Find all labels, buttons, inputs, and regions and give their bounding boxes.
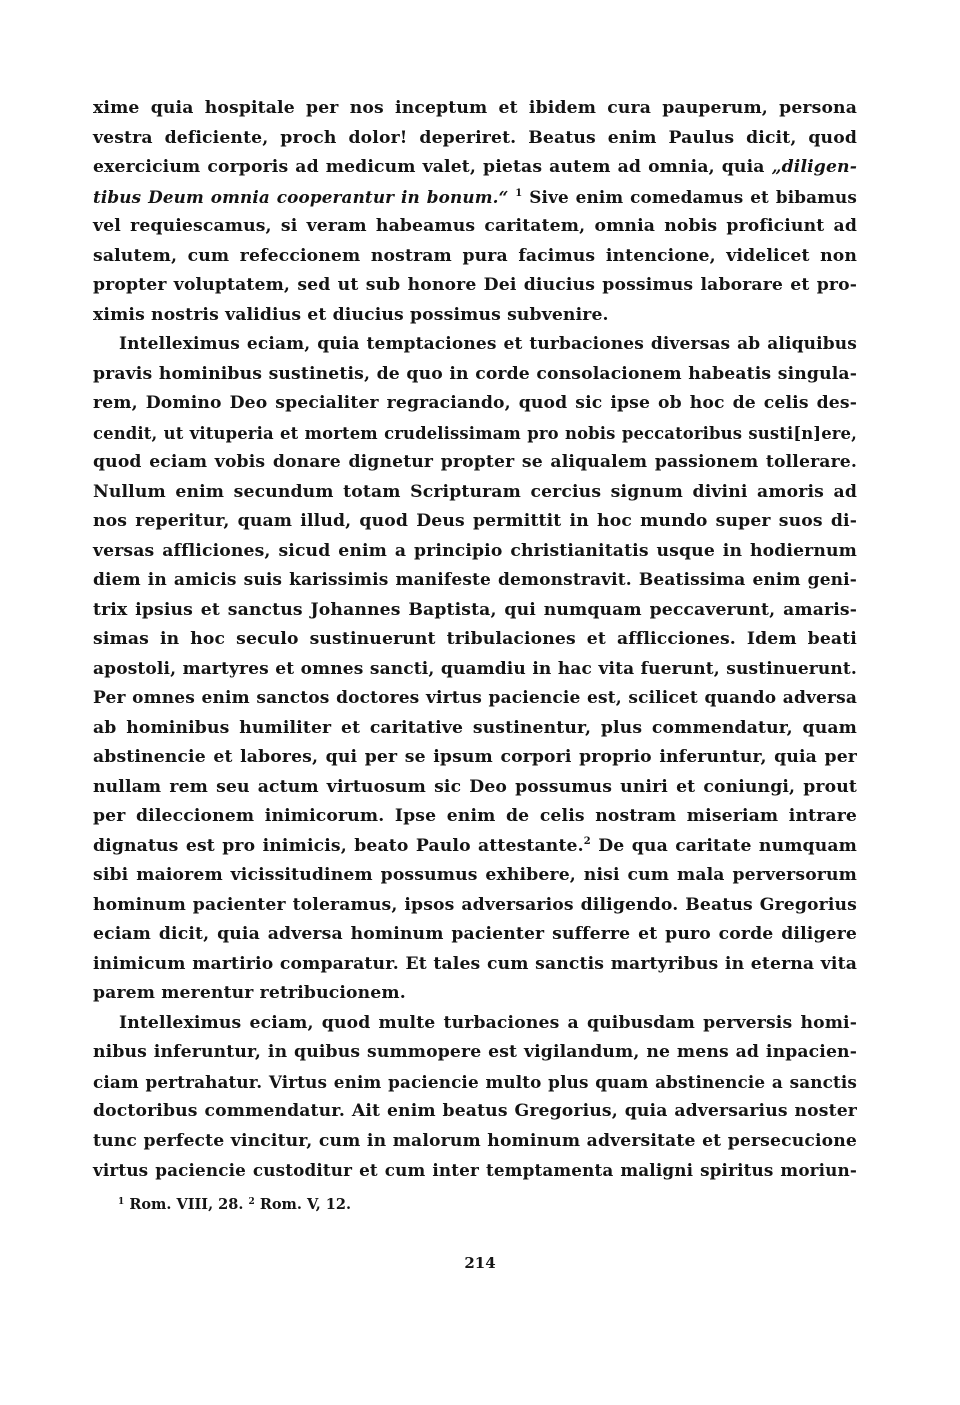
text-line: parem merentur retribucionem. — [93, 983, 406, 1003]
text-line: rem, Domino Deo specialiter regraciando, quod sic ipse ob hoc de celis des- — [93, 393, 857, 413]
text-line: pravis hominibus sustinetis, de quo in corde consolacionem habeatis singula- — [93, 363, 857, 384]
text-line: sibi maiorem vicissitudinem possumus exhibere, nisi cum mala perversorum — [93, 865, 857, 885]
text-line: propter voluptatem, sed ut sub honore Dei diucius possimus laborare et pro- — [93, 275, 857, 295]
text-line: Per omnes enim sanctos doctores virtus paciencie est, scilicet quando adversa — [93, 688, 857, 708]
footnote-mark: 2 — [248, 1197, 255, 1207]
text-line: Nullum enim secundum totam Scripturam cercius signum divini amoris ad — [93, 481, 857, 502]
text-line — [93, 153, 857, 183]
text-segment: exercicium corporis ad medicum valet, pietas autem ad omnia, quia — [93, 157, 765, 177]
text-line: nibus inferuntur, in quibus summopere est vigilandum, ne mens ad inpacien- — [93, 1042, 857, 1062]
footnote-reference: Rom. VIII, 28. — [129, 1196, 244, 1213]
paragraph-start: Intelleximus eciam, quod multe turbaciones a quibusdam perversis homi- — [119, 1012, 857, 1033]
text-line: salutem, cum refeccionem nostram pura facimus intencione, videlicet non — [93, 245, 857, 266]
footnote-ref: 2 — [583, 835, 591, 847]
scripture-quote: tibus Deum omnia cooperantur in bonum.“ — [93, 186, 509, 207]
text-line: ab hominibus humiliter et caritative sustinentur, plus commendatur, quam — [93, 717, 857, 738]
scripture-quote: „diligen- — [771, 157, 857, 177]
text-line: inimicum martirio comparatur. Et tales cum sanctis martyribus in eterna vita — [93, 953, 857, 974]
text-line: quod eciam vobis donare dignetur propter se aliqualem passionem tollerare. — [93, 452, 857, 472]
text-line: virtus paciencie custoditur et cum inter temptamenta maligni spiritus moriun- — [93, 1160, 857, 1180]
text-line: ximis nostris validius et diucius possimus subvenire. — [93, 304, 609, 325]
text-segment: Sive enim comedamus et bibamus — [529, 186, 857, 207]
text-line: apostoli, martyres et omnes sancti, quamdiu in hac vita fuerunt, sustinuerunt. — [93, 658, 857, 679]
body-text — [93, 94, 857, 1186]
text-line: nullam rem seu actum virtuosum sic Deo possumus uniri et coniungi, prout — [93, 776, 857, 797]
text-line: eciam dicit, quia adversa hominum pacienter sufferre et puro corde diligere — [93, 924, 857, 944]
text-line: abstinencie et labores, qui per se ipsum corpori proprio inferuntur, quia per — [93, 747, 857, 767]
text-line — [93, 183, 857, 213]
text-line: xime quia hospitale per nos inceptum et ibidem cura pauperum, persona — [93, 98, 857, 118]
text-line: trix ipsius et sanctus Johannes Baptista, qui numquam peccaverunt, amaris- — [93, 599, 857, 620]
text-line — [93, 832, 857, 862]
text-line: ciam pertrahatur. Virtus enim paciencie multo plus quam abstinencie a sanctis — [93, 1071, 857, 1092]
text-line: versas affliciones, sicud enim a principio christianitatis usque in hodiernum — [93, 540, 857, 561]
text-line: diem in amicis suis karissimis manifeste demonstravit. Beatissima enim geni- — [93, 570, 857, 590]
text-line: doctoribus commendatur. Ait enim beatus Gregorius, quia adversarius noster — [93, 1101, 857, 1121]
text-line: tunc perfecte vincitur, cum in malorum hominum adversitate et persecucione — [93, 1130, 857, 1151]
footnote-mark: 1 — [118, 1197, 125, 1207]
text-line: vel requiescamus, si veram habeamus caritatem, omnia nobis proficiunt ad — [93, 216, 857, 236]
text-line: nos reperitur, quam illud, quod Deus permittit in hoc mundo super suos di- — [93, 511, 857, 531]
text-line: cendit, ut vituperia et mortem crudelissimam pro nobis peccatoribus susti[n]ere, — [93, 423, 857, 443]
text-line: vestra deficiente, proch dolor! deperiret. Beatus enim Paulus dicit, quod — [93, 127, 857, 148]
text-segment: De qua caritate numquam — [598, 835, 857, 856]
text-line: simas in hoc seculo sustinuerunt tribulaciones et afflicciones. Idem beati — [93, 629, 857, 649]
footnote-ref: 1 — [515, 187, 523, 199]
text-segment: dignatus est pro inimicis, beato Paulo attestante. — [93, 835, 584, 856]
paragraph-start: Intelleximus eciam, quia temptaciones et turbaciones diversas ab aliquibus — [119, 334, 857, 354]
footnotes — [118, 1196, 351, 1213]
footnote-reference: Rom. V, 12. — [259, 1196, 352, 1213]
page-number: 214 — [464, 1254, 496, 1272]
text-line: hominum pacienter toleramus, ipsos adversarios diligendo. Beatus Gregorius — [93, 894, 857, 915]
text-line: per dileccionem inimicorum. Ipse enim de celis nostram miseriam intrare — [93, 806, 857, 826]
